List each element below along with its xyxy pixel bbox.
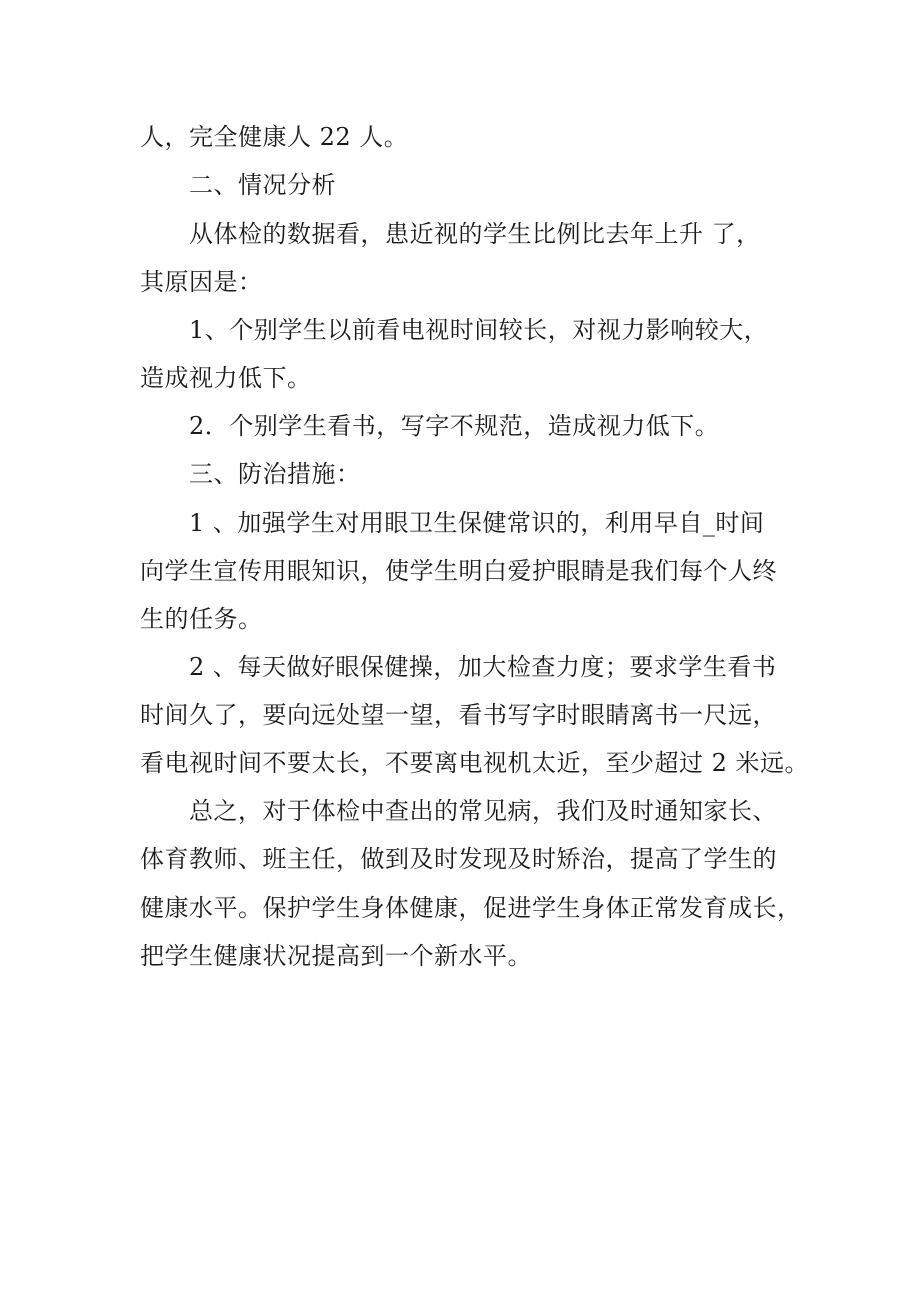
text-line: 总之，对于体检中查出的常见病，我们及时通知家长、 [189, 797, 777, 825]
section-heading: 二、情况分析 [189, 171, 336, 199]
text-line: 生的任务。 [140, 605, 263, 633]
text-line: 健康水平。保护学生身体健康，促进学生身体正常发育成长， [140, 894, 802, 922]
text-line: 向学生宣传用眼知识，使学生明白爱护眼睛是我们每个人终 [140, 557, 777, 585]
list-item: 1、个别学生以前看电视时间较长，对视力影响较大， [189, 316, 769, 344]
list-item: 2．个别学生看书，写字不规范，造成视力低下。 [189, 412, 720, 440]
text-line: 把学生健康状况提高到一个新水平。 [140, 942, 532, 970]
section-heading: 三、防治措施： [189, 460, 361, 488]
text-line: 时间久了，要向远处望一望，看书写字时眼睛离书一尺远， [140, 701, 777, 729]
text-line: 人，完全健康人 22 人。 [140, 123, 409, 151]
text-line: 从体检的数据看，患近视的学生比例比去年上升 了， [189, 220, 761, 248]
text-line: 其原因是： [140, 268, 263, 296]
list-item: 2 、每天做好眼保健操，加大检查力度；要求学生看书 [189, 653, 777, 681]
text-line: 造成视力低下。 [140, 364, 312, 392]
list-item: 1 、加强学生对用眼卫生保健常识的，利用早自_时间 [189, 509, 765, 537]
text-line: 看电视时间不要太长，不要离电视机太近，至少超过 2 米远。 [140, 749, 810, 777]
text-line: 体育教师、班主任，做到及时发现及时矫治，提高了学生的 [140, 845, 777, 873]
